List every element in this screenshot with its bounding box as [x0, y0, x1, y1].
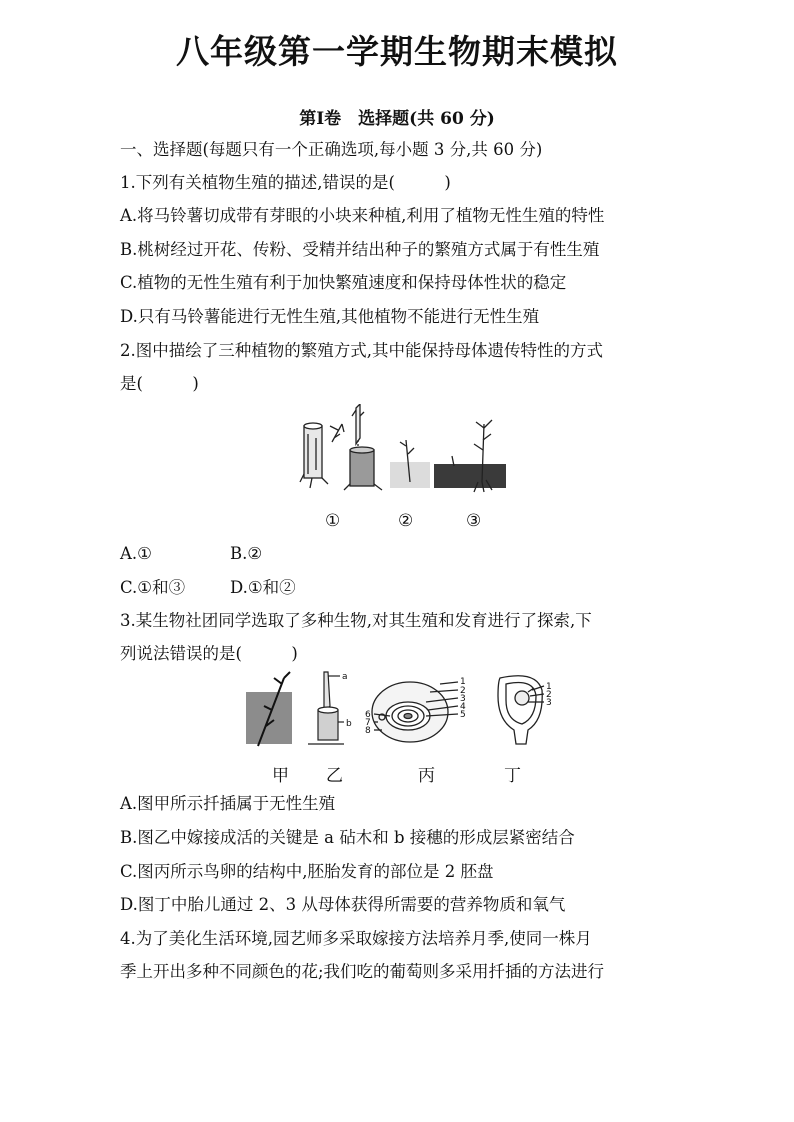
question-3-option-a: A.图甲所示扦插属于无性生殖	[120, 794, 336, 813]
mark-b: b	[346, 719, 352, 729]
question-2-option-b: B.②	[230, 544, 263, 563]
mark-a: a	[342, 672, 348, 682]
figure-label-1: ①	[325, 511, 341, 531]
question-3-stem-line2: 列说法错误的是( )	[120, 644, 298, 663]
figure-label-3: ③	[466, 511, 482, 531]
figure-label-ding: 丁	[504, 766, 521, 786]
question-1-option-c: C.植物的无性生殖有利于加快繁殖速度和保持母体性状的稳定	[120, 273, 567, 292]
figure-label-2: ②	[398, 511, 414, 531]
question-2-stem-line2: 是( )	[120, 374, 199, 393]
mark-8: 8	[365, 726, 371, 736]
question-4-line2: 季上开出多种不同颜色的花;我们吃的葡萄则多采用扦插的方法进行	[120, 962, 605, 981]
cleft-graft-figure	[344, 404, 382, 490]
layering-figure	[434, 420, 506, 492]
grafting-stump-figure	[300, 423, 344, 488]
cutting-figure	[390, 440, 430, 488]
uterus-fetus-figure	[498, 676, 552, 744]
mark-d3: 3	[546, 698, 552, 708]
part-heading: 一、选择题(每题只有一个正确选项,每小题 3 分,共 60 分)	[120, 140, 543, 159]
question-2-option-a: A.①	[120, 544, 152, 563]
question-3-option-b: B.图乙中嫁接成活的关键是 a 砧木和 b 接穗的形成层紧密结合	[120, 828, 575, 847]
section-heading: 第Ⅰ卷 选择题(共 60 分)	[299, 109, 495, 129]
mark-6: 6	[365, 710, 371, 720]
question-2-figure	[298, 404, 508, 496]
mark-3: 3	[460, 694, 466, 704]
question-2-option-c: C.①和③	[120, 578, 186, 597]
mark-4: 4	[460, 702, 466, 712]
page-title: 八年级第一学期生物期末模拟	[176, 32, 618, 71]
bird-egg-figure	[365, 677, 466, 742]
question-3-figure	[244, 670, 566, 750]
question-1-stem: 1.下列有关植物生殖的描述,错误的是( )	[120, 173, 451, 192]
mark-d2: 2	[546, 690, 552, 700]
question-1-option-d: D.只有马铃薯能进行无性生殖,其他植物不能进行无性生殖	[120, 307, 540, 326]
figure-label-bing: 丙	[418, 766, 435, 786]
figure-label-jia: 甲	[272, 766, 289, 786]
question-2-option-d: D.①和②	[230, 578, 296, 597]
cutting-in-soil-figure	[246, 672, 292, 746]
question-1-option-b: B.桃树经过开花、传粉、受精并结出种子的繁殖方式属于有性生殖	[120, 240, 600, 259]
mark-d1: 1	[546, 682, 552, 692]
graft-ab-figure	[308, 672, 352, 744]
question-4-line1: 4.为了美化生活环境,园艺师多采取嫁接方法培养月季,使同一株月	[120, 929, 592, 948]
mark-5: 5	[460, 710, 466, 720]
mark-2: 2	[460, 686, 466, 696]
question-3-option-c: C.图丙所示鸟卵的结构中,胚胎发育的部位是 2 胚盘	[120, 862, 494, 881]
figure-label-yi: 乙	[326, 766, 343, 786]
question-1-option-a: A.将马铃薯切成带有芽眼的小块来种植,利用了植物无性生殖的特性	[120, 206, 605, 225]
question-3-stem-line1: 3.某生物社团同学选取了多种生物,对其生殖和发育进行了探索,下	[120, 611, 592, 630]
question-2-stem-line1: 2.图中描绘了三种植物的繁殖方式,其中能保持母体遗传特性的方式	[120, 341, 603, 360]
mark-1: 1	[460, 677, 466, 687]
question-3-option-d: D.图丁中胎儿通过 2、3 从母体获得所需要的营养物质和氧气	[120, 895, 566, 914]
mark-7: 7	[365, 718, 371, 728]
